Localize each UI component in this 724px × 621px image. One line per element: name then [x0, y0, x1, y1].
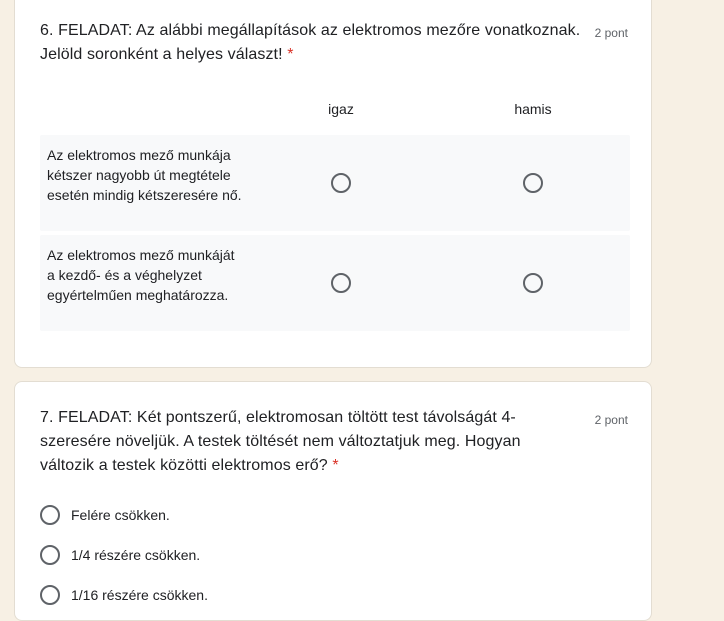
- option-1-label: Felére csökken.: [71, 507, 170, 523]
- grid-row-2: [40, 235, 630, 331]
- option-2[interactable]: [40, 543, 600, 567]
- option-3[interactable]: [40, 583, 600, 607]
- question-7-points: 2 pont: [594, 413, 628, 427]
- radio-row-1-hamis[interactable]: [523, 173, 543, 193]
- option-2-label: 1/4 részére csökken.: [71, 547, 201, 563]
- question-7-title: [40, 406, 560, 478]
- option-3-label: 1/16 részére csökken.: [71, 587, 208, 603]
- option-3-radio[interactable]: [40, 585, 60, 605]
- radio-row-2-igaz[interactable]: [331, 273, 351, 293]
- grid-row-1-label: Az elektromos mező munkája kétszer nagyobb út megtétele esetén mindig kétszeresére nő.: [47, 147, 242, 203]
- question-7-title-text: 7. FELADAT: Két pontszerű, elektromosan töltött test távolságát 4-szeresére növeljük. A testek töltését nem változtatjuk meg. Hogyan változik a testek közötti elektromos erő?: [40, 409, 521, 474]
- required-mark: *: [332, 457, 339, 474]
- grid-row-1: [40, 135, 630, 231]
- radio-row-1-igaz[interactable]: [331, 173, 351, 193]
- option-2-radio[interactable]: [40, 545, 60, 565]
- question-6-points: 2 pont: [594, 26, 628, 40]
- column-header-hamis: hamis: [514, 101, 552, 117]
- question-6-title-text: 6. FELADAT: Az alábbi megállapítások az elektromos mezőre vonatkoznak. Jelöld soronként a helyes választ!: [40, 22, 581, 63]
- required-mark: *: [287, 46, 294, 63]
- question-6-title: [40, 19, 585, 67]
- question-6-card: [14, 0, 652, 368]
- option-1-radio[interactable]: [40, 505, 60, 525]
- grid-row-2-label: Az elektromos mező munkáját a kezdő- és a véghelyzet egyértelműen meghatározza.: [47, 247, 235, 303]
- radio-row-2-hamis[interactable]: [523, 273, 543, 293]
- option-1[interactable]: [40, 503, 600, 527]
- question-7-card: [14, 381, 652, 621]
- column-header-igaz: igaz: [328, 101, 354, 117]
